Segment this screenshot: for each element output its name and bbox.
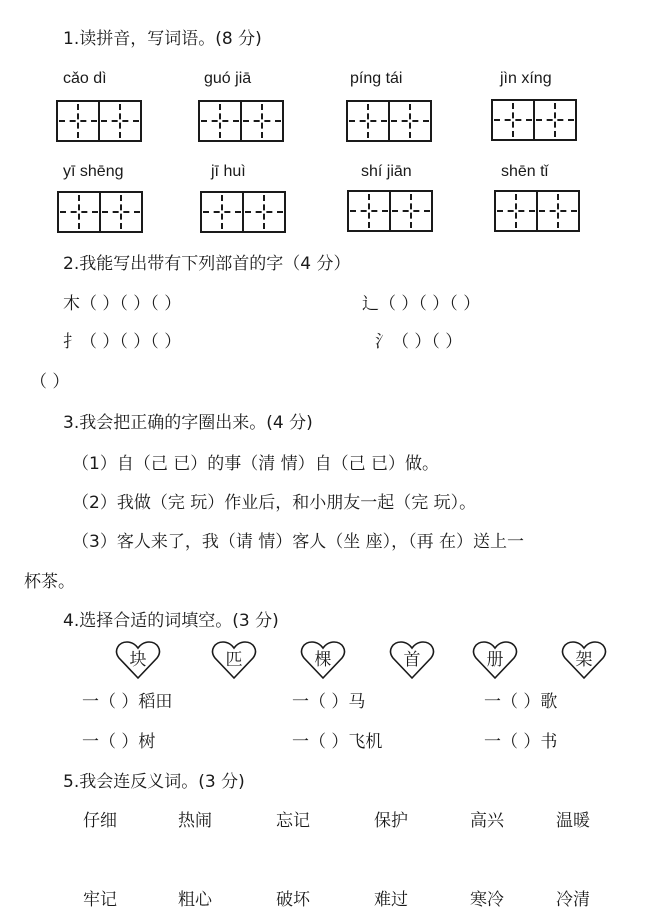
- heart-word: 首: [403, 650, 421, 670]
- fill-blank-daotian[interactable]: 一（ ）稻田: [82, 692, 173, 712]
- pinyin-jinxing: jìn xíng: [500, 70, 552, 87]
- heart-word: 匹: [225, 650, 243, 670]
- heart-word-pi: [211, 640, 257, 680]
- q1-title: 1.读拼音，写词语。(8 分): [63, 29, 262, 49]
- heart-word-shou: [389, 640, 435, 680]
- pinyin-yisheng: yī shēng: [63, 163, 124, 180]
- heart-word-jia: [561, 640, 607, 680]
- pinyin-shijian: shí jiān: [361, 163, 412, 180]
- writing-grid-jihui[interactable]: [200, 191, 286, 233]
- antonym-top-2[interactable]: 热闹: [178, 811, 212, 831]
- pinyin-pingtai: píng tái: [350, 70, 403, 87]
- antonym-top-5[interactable]: 高兴: [470, 811, 504, 831]
- antonym-bottom-5[interactable]: 寒冷: [470, 890, 504, 910]
- writing-grid-shenti[interactable]: [494, 190, 580, 232]
- pinyin-jihui: jī huì: [211, 163, 246, 180]
- fill-blank-shu-book[interactable]: 一（ ）书: [484, 732, 558, 752]
- writing-grid-pingtai[interactable]: [346, 100, 432, 142]
- antonym-bottom-3[interactable]: 破坏: [276, 890, 310, 910]
- pinyin-shenti: shēn tǐ: [501, 163, 549, 180]
- writing-grid-guojia[interactable]: [198, 100, 284, 142]
- heart-word: 棵: [314, 650, 332, 670]
- antonym-top-6[interactable]: 温暖: [556, 811, 590, 831]
- fill-blank-feiji[interactable]: 一（ ）飞机: [292, 732, 383, 752]
- antonym-top-4[interactable]: 保护: [374, 811, 408, 831]
- radical-shou-blanks[interactable]: 扌（ ）（ ）（ ）: [63, 332, 182, 352]
- antonym-bottom-4[interactable]: 难过: [374, 890, 408, 910]
- q5-title: 5.我会连反义词。(3 分): [63, 772, 245, 792]
- antonym-top-3[interactable]: 忘记: [276, 811, 310, 831]
- writing-grid-jinxing[interactable]: [491, 99, 577, 141]
- heart-word: 册: [486, 650, 504, 670]
- radical-chuo-blanks[interactable]: 辶（ ）（ ）（ ）: [362, 294, 481, 314]
- heart-word-ce: [472, 640, 518, 680]
- q4-title: 4.选择合适的词填空。(3 分): [63, 611, 279, 631]
- heart-word-ke: [300, 640, 346, 680]
- antonym-bottom-1[interactable]: 牢记: [83, 890, 117, 910]
- q3-sentence-1[interactable]: （1）自（己 已）的事（清 情）自（己 已）做。: [72, 454, 440, 474]
- writing-grid-shijian[interactable]: [347, 190, 433, 232]
- heart-word: 块: [129, 650, 147, 670]
- antonym-bottom-2[interactable]: 粗心: [178, 890, 212, 910]
- radical-shui-extra-blank[interactable]: （ ）: [30, 372, 70, 392]
- fill-blank-ma[interactable]: 一（ ）马: [292, 692, 366, 712]
- radical-mu-blanks[interactable]: 木（ ）（ ）（ ）: [63, 294, 182, 314]
- radical-shui-blanks[interactable]: 氵（ ）（ ）: [375, 332, 463, 352]
- q2-title: 2.我能写出带有下列部首的字（4 分）: [63, 254, 351, 274]
- q3-sentence-3-continued: 杯茶。: [24, 572, 75, 592]
- q3-title: 3.我会把正确的字圈出来。(4 分): [63, 413, 313, 433]
- pinyin-guojia: guó jiā: [204, 70, 252, 87]
- antonym-bottom-6[interactable]: 冷清: [556, 890, 590, 910]
- pinyin-caodi: cǎo dì: [63, 70, 107, 87]
- antonym-top-1[interactable]: 仔细: [83, 811, 117, 831]
- writing-grid-yisheng[interactable]: [57, 191, 143, 233]
- heart-word-kuai: [115, 640, 161, 680]
- fill-blank-shu-tree[interactable]: 一（ ）树: [82, 732, 156, 752]
- heart-word: 架: [575, 650, 593, 670]
- q3-sentence-3[interactable]: （3）客人来了，我（请 情）客人（坐 座），（再 在）送上一: [72, 532, 525, 552]
- q3-sentence-2[interactable]: （2）我做（完 玩）作业后，和小朋友一起（完 玩）。: [72, 493, 477, 513]
- writing-grid-caodi[interactable]: [56, 100, 142, 142]
- fill-blank-ge[interactable]: 一（ ）歌: [484, 692, 558, 712]
